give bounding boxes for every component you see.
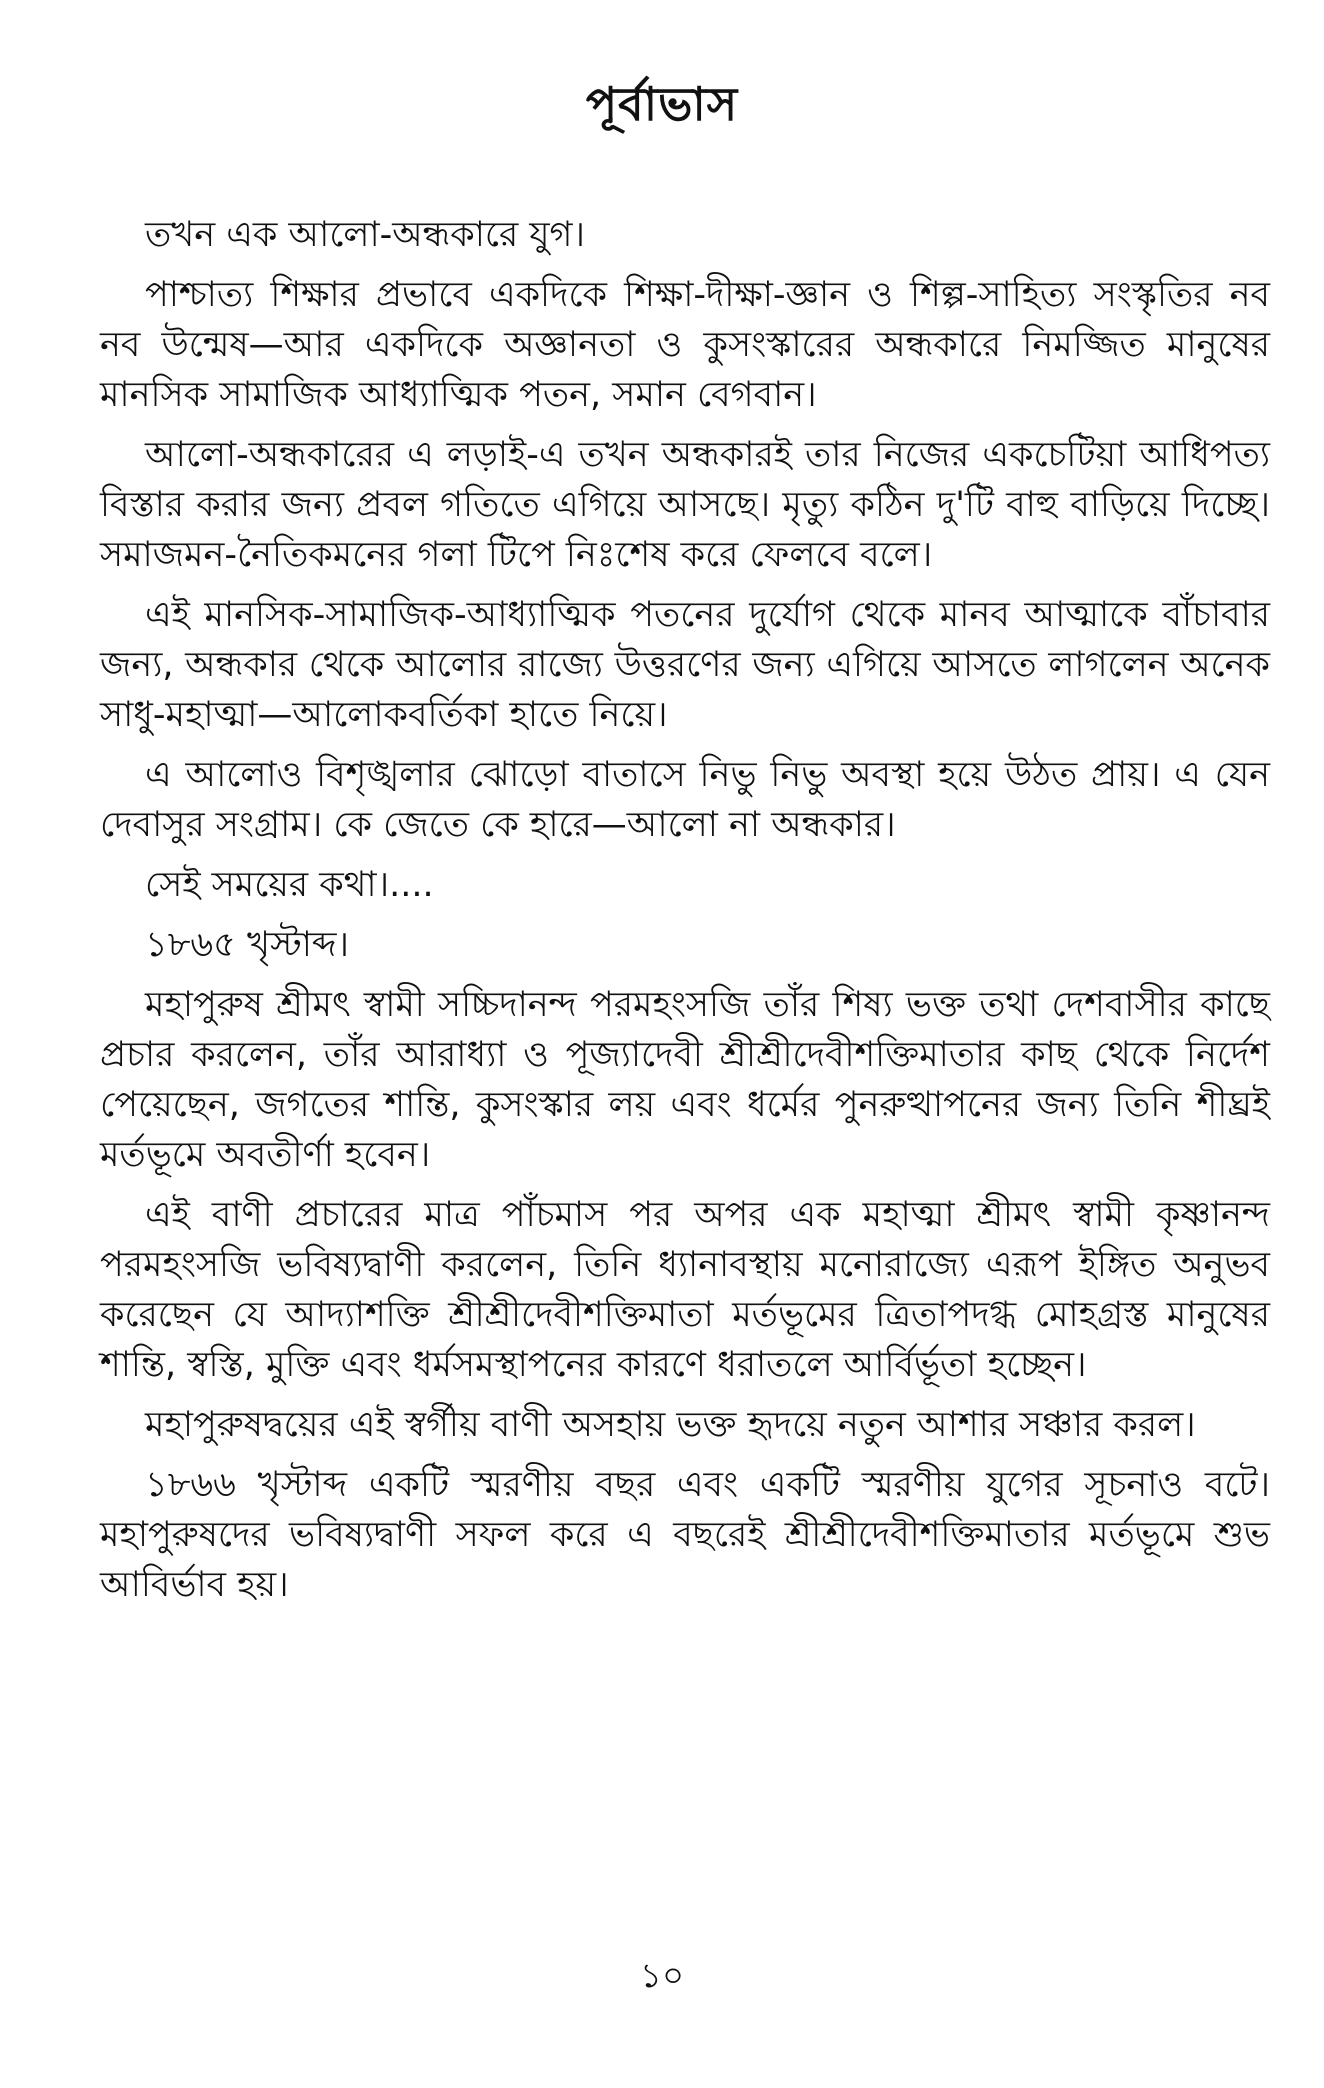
paragraph: এই বাণী প্রচারের মাত্র পাঁচমাস পর অপর এক মহাত্মা শ্রীমৎ স্বামী কৃষ্ণানন্দ পরমহংসজি ভবিষ্যদ্বাণী করলেন, তিনি ধ্যানাবস্থায় মনোরাজ্যে এরূপ ইঙ্গিত অনুভব করেছেন যে আদ্যাশক্তি শ্রীশ্রীদেবীশক্তিমাতা মর্তভূমের ত্রিতাপদগ্ধ মোহগ্রস্ত মানুষের শান্তি, স্বস্তি, মুক্তি এবং ধর্মসমস্থাপনের কারণে ধরাতলে আর্বির্ভূতা হচ্ছেন। [100, 1195, 1270, 1385]
paragraph: তখন এক আলো-অন্ধকারে যুগ। [145, 215, 585, 255]
paragraph: আলো-অন্ধকারের এ লড়াই-এ তখন অন্ধকারই তার নিজের একচেটিয়া আধিপত্য বিস্তার করার জন্য প্রবল গতিতে এগিয়ে আসছে। মৃত্যু কঠিন দু'টি বাহু বাড়িয়ে দিচ্ছে। সমাজমন-নৈতিকমনের গলা টিপে নিঃশেষ করে ফেলবে বলে। [100, 435, 1270, 575]
paragraph: ১৮৬৬ খৃস্টাব্দ একটি স্মরণীয় বছর এবং একটি স্মরণীয় যুগের সূচনাও বটে। মহাপুরুষদের ভবিষ্যদ্বাণী সফল করে এ বছরেই শ্রীশ্রীদেবীশক্তিমাতার মর্তভূমে শুভ আবির্ভাব হয়। [100, 1465, 1270, 1605]
paragraph: মহাপুরুষ শ্রীমৎ স্বামী সচ্চিদানন্দ পরমহংসজি তাঁর শিষ্য ভক্ত তথা দেশবাসীর কাছে প্রচার করলেন, তাঁর আরাধ্যা ও পূজ্যাদেবী শ্রীশ্রীদেবীশক্তিমাতার কাছ থেকে নির্দেশ পেয়েছেন, জগতের শান্তি, কুসংস্কার লয় এবং ধর্মের পুনরুত্থাপনের জন্য তিনি শীঘ্রই মর্তভূমে অবতীর্ণা হবেন। [100, 985, 1270, 1175]
page-number: ১০ [639, 1956, 685, 1996]
paragraph: ১৮৬৫ খৃস্টাব্দ। [145, 925, 350, 965]
paragraph: পাশ্চাত্য শিক্ষার প্রভাবে একদিকে শিক্ষা-দীক্ষা-জ্ঞান ও শিল্প-সাহিত্য সংস্কৃতির নব নব উন্মেষ—আর একদিকে অজ্ঞানতা ও কুসংস্কারের অন্ধকারে নিমজ্জিত মানুষের মানসিক সামাজিক আধ্যাত্মিক পতন, সমান বেগবান। [100, 275, 1270, 415]
paragraph: সেই সময়ের কথা।.... [145, 865, 434, 905]
paragraph: এ আলোও বিশৃঙ্খলার ঝোড়ো বাতাসে নিভু নিভু অবস্থা হয়ে উঠত প্রায়। এ যেন দেবাসুর সংগ্রাম। কে জেতে কে হারে—আলো না অন্ধকার। [100, 755, 1270, 845]
body-text [100, 210, 1270, 1620]
paragraph: এই মানসিক-সামাজিক-আধ্যাত্মিক পতনের দুর্যোগ থেকে মানব আত্মাকে বাঁচাবার জন্য, অন্ধকার থেকে আলোর রাজ্যে উত্তরণের জন্য এগিয়ে আসতে লাগলেন অনেক সাধু-মহাত্মা—আলোকবর্তিকা হাতে নিয়ে। [100, 595, 1270, 735]
page-title: পূর্বাভাস [585, 77, 739, 131]
paragraph: মহাপুরুষদ্বয়ের এই স্বর্গীয় বাণী অসহায় ভক্ত হৃদয়ে নতুন আশার সঞ্চার করল। [145, 1405, 1196, 1445]
